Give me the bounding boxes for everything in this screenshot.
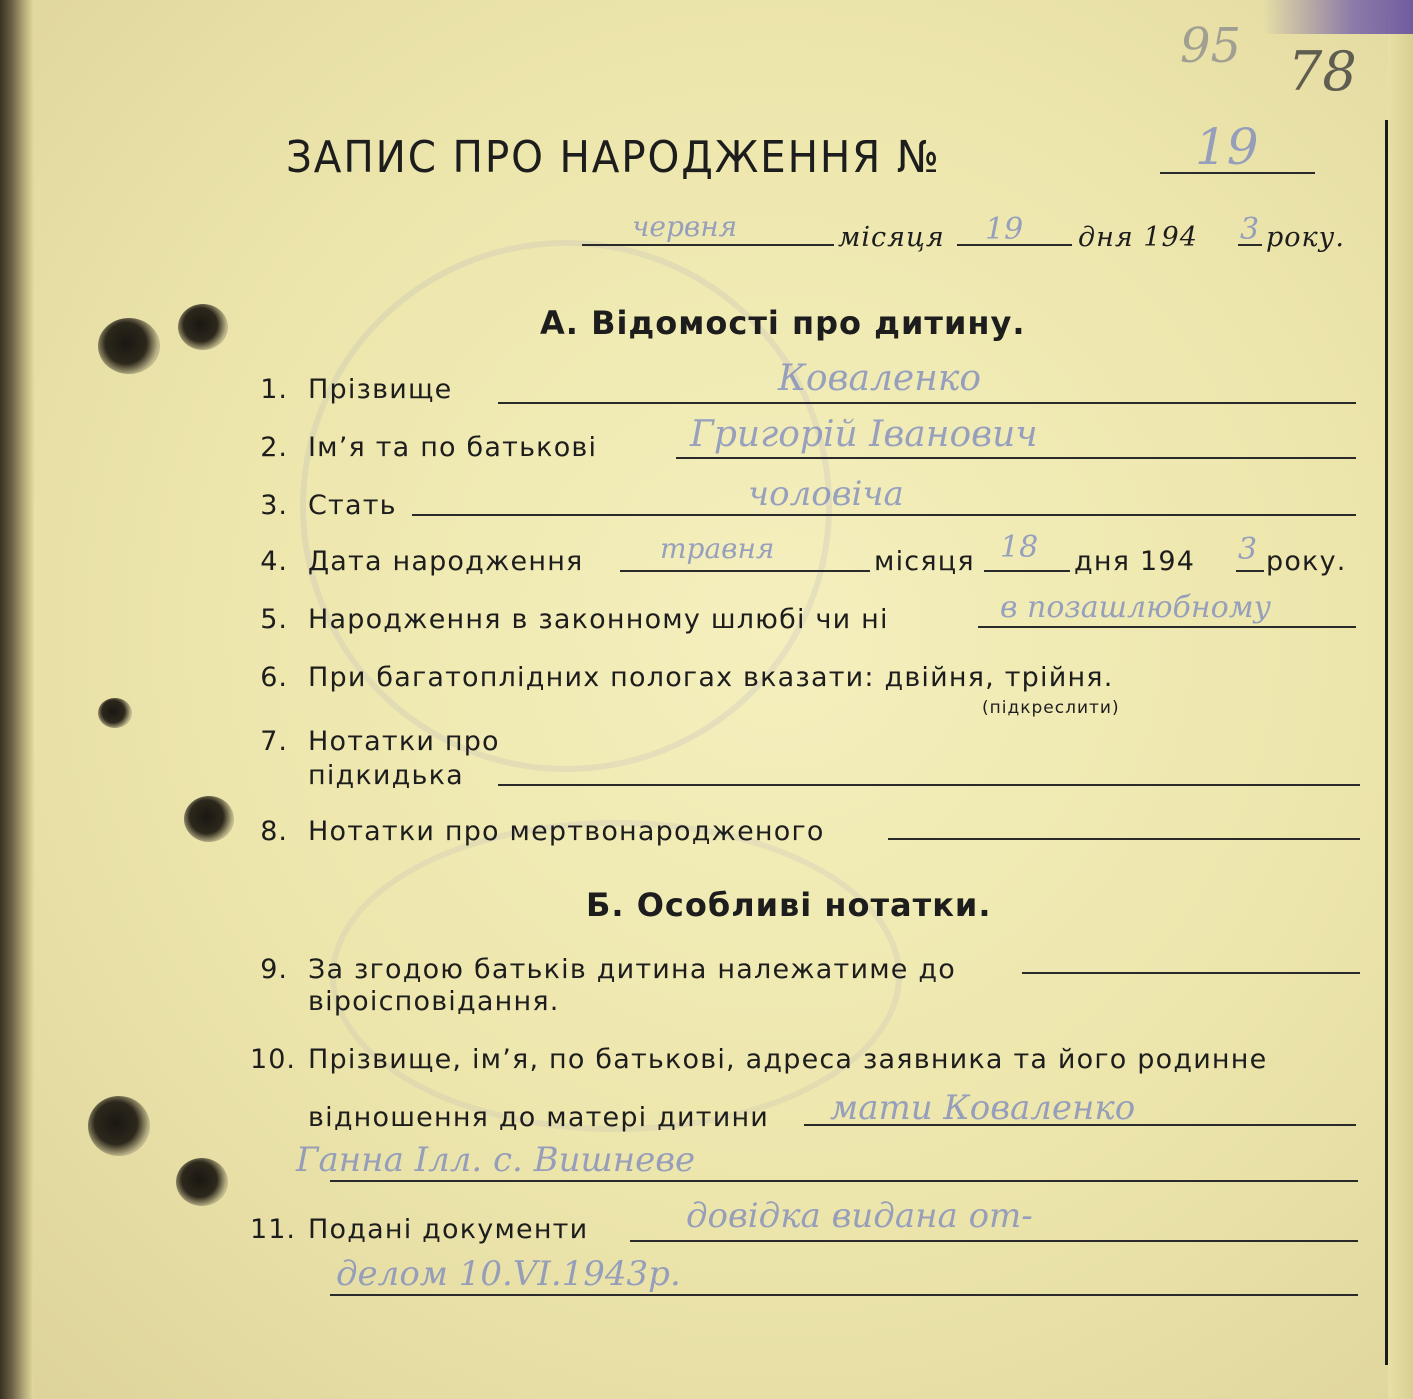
field-6-label: При багатоплідних пологах вказати: двійня, трійня. — [308, 662, 1114, 693]
punch-hole — [98, 318, 160, 374]
page-border-line — [1385, 120, 1388, 1365]
field-4-number: 4. — [260, 546, 288, 577]
field-7-label-2: підкидька — [308, 760, 464, 791]
field-10-number: 10. — [250, 1044, 296, 1075]
field-6-note: (підкреслити) — [982, 698, 1120, 718]
field-4-month-label: місяця — [874, 546, 975, 577]
header-month-label: місяця — [838, 222, 945, 253]
record-number-value: 19 — [1195, 118, 1259, 176]
field-10-line-2 — [330, 1180, 1358, 1182]
field-10-label: Прізвище, ім’я, по батькові, адреса заявника та його родинне — [308, 1044, 1268, 1075]
field-11-line-1 — [630, 1240, 1358, 1242]
field-7-line — [498, 784, 1360, 786]
field-11-number: 11. — [250, 1214, 296, 1245]
field-4-label: Дата народження — [308, 546, 584, 577]
field-8-line — [888, 838, 1360, 840]
field-4-day-line — [984, 570, 1070, 572]
field-4-day-label: дня 194 — [1074, 546, 1196, 577]
corner-mark-1: 95 — [1180, 18, 1242, 74]
header-year-label: року. — [1266, 222, 1345, 253]
field-9-line — [1022, 972, 1360, 974]
punch-hole — [184, 796, 234, 842]
header-month-value: червня — [632, 210, 738, 243]
field-5-label: Народження в законному шлюбі чи ні — [308, 604, 889, 635]
field-7-number: 7. — [260, 726, 288, 757]
field-4-year-value: 3 — [1238, 532, 1258, 567]
punch-hole — [178, 304, 228, 350]
field-2-label: Ім’я та по батькові — [308, 432, 598, 463]
field-2-line — [676, 457, 1356, 459]
field-1-label: Прізвище — [308, 374, 453, 405]
field-3-value: чоловіча — [748, 474, 904, 514]
field-11-value: довідка видана от- — [686, 1196, 1033, 1236]
field-4-day-value: 18 — [1000, 530, 1039, 565]
field-10-label-2: відношення до матері дитини — [308, 1102, 770, 1133]
field-11-label: Подані документи — [308, 1214, 589, 1245]
field-7-label: Нотатки про — [308, 726, 500, 757]
punch-hole — [98, 698, 132, 728]
field-1-line — [498, 402, 1356, 404]
field-9-label: За згодою батьків дитина належатиме до — [308, 954, 956, 985]
header-year-value: 3 — [1240, 212, 1260, 247]
field-2-value: Григорій Іванович — [690, 414, 1038, 455]
field-2-number: 2. — [260, 432, 288, 463]
ink-stain — [1263, 0, 1413, 34]
punch-hole — [176, 1158, 228, 1206]
field-8-label: Нотатки про мертвонародженого — [308, 816, 825, 847]
header-month-line — [582, 244, 834, 246]
field-4-year-line — [1236, 570, 1264, 572]
field-9-label-2: віроісповідання. — [308, 986, 560, 1017]
field-9-number: 9. — [260, 954, 288, 985]
section-a-heading: А. Відомості про дитину. — [540, 304, 1026, 342]
field-10-value-2: Ганна Ілл. с. Вишневе — [296, 1140, 696, 1180]
header-day-label: дня 194 — [1078, 222, 1198, 253]
document-title: ЗАПИС ПРО НАРОДЖЕННЯ № — [286, 132, 941, 183]
section-b-heading: Б. Особливі нотатки. — [586, 886, 992, 924]
field-5-number: 5. — [260, 604, 288, 635]
field-3-line — [412, 514, 1356, 516]
page-binding-edge — [0, 0, 34, 1399]
field-6-number: 6. — [260, 662, 288, 693]
header-day-value: 19 — [985, 212, 1024, 247]
field-3-number: 3. — [260, 490, 288, 521]
field-4-month-line — [620, 570, 870, 572]
field-1-number: 1. — [260, 374, 288, 405]
field-5-value: в позашлюбному — [1000, 590, 1271, 625]
field-11-value-2: делом 10.VI.1943р. — [336, 1254, 681, 1294]
punch-hole — [88, 1096, 150, 1156]
field-10-value: мати Коваленко — [830, 1088, 1136, 1128]
field-1-value: Коваленко — [778, 358, 982, 399]
field-11-line-2 — [330, 1294, 1358, 1296]
field-4-year-label: року. — [1266, 546, 1347, 577]
corner-mark-2: 78 — [1288, 40, 1357, 103]
page-right-margin — [1388, 0, 1413, 1399]
field-8-number: 8. — [260, 816, 288, 847]
field-5-line — [978, 626, 1356, 628]
field-3-label: Стать — [308, 490, 397, 521]
field-4-month-value: травня — [660, 532, 775, 565]
